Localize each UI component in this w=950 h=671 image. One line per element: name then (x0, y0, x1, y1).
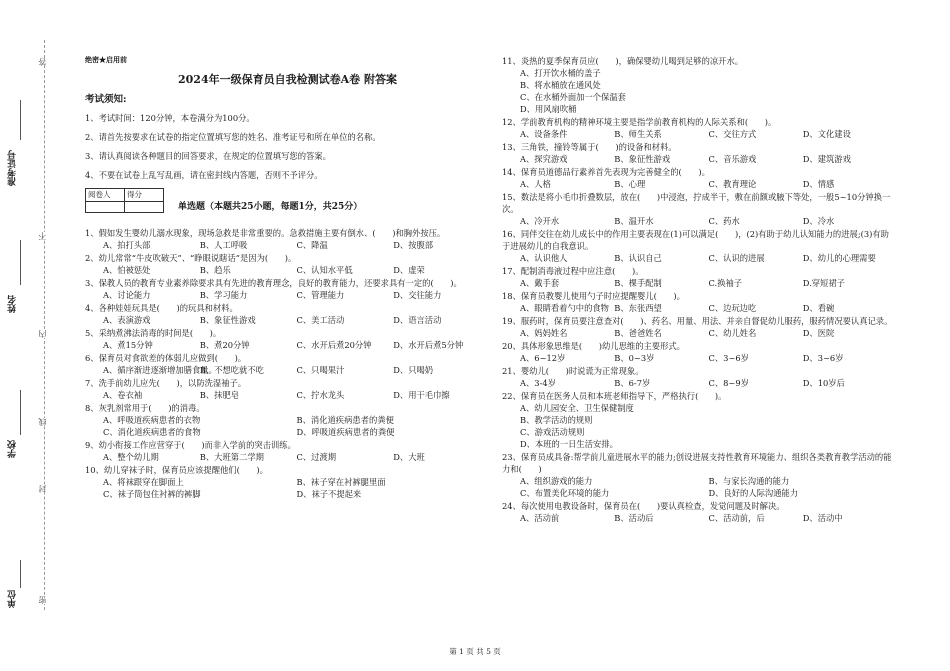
question-text: 10、幼儿穿袜子时，保育员应该提醒他们( )。 (85, 465, 268, 475)
option-row (502, 277, 897, 289)
option-row (85, 314, 490, 326)
seal-char: 内 (38, 330, 47, 338)
score-cell: 得分 (125, 189, 164, 202)
answer-option[interactable]: B、东张西望 (614, 303, 662, 313)
answer-option[interactable]: C、教育理论 (708, 179, 757, 189)
seal-char: 不 (38, 232, 47, 240)
seal-line (44, 40, 45, 610)
notice-list (85, 112, 490, 181)
answer-option[interactable]: B、消化道疾病患者的粪便 (296, 415, 394, 425)
option-row (85, 451, 490, 463)
answer-option[interactable]: D、文化建设 (802, 129, 851, 139)
answer-option[interactable]: B、抹肥皂 (199, 390, 240, 400)
answer-option[interactable]: A、怕被惩处 (103, 265, 151, 275)
option-row (85, 389, 490, 401)
question-text: 9、幼小衔接工作应营穿于( )而非入学前的突击训练。 (85, 440, 296, 450)
question-text: 22、保育员在医务人员和本班老师指导下，严格执行( )。 (502, 391, 727, 401)
score-table (85, 188, 164, 213)
answer-option[interactable]: A、循序渐进逐渐增加膳食量。 (103, 365, 217, 375)
exam-no-blank[interactable] (20, 100, 31, 140)
question-text: 1、假如发生婴幼儿溺水现象，现场急救是非常重要的。急救措施主要有倒水、( )和胸外按压。 (85, 228, 446, 238)
question-text: 20、具体形象思维是( )幼儿思维的主要形式。 (502, 341, 685, 351)
option-row (502, 302, 897, 314)
page-title: 2024年一级保育员自我检测试卷A卷 附答案 (178, 73, 397, 86)
option-row (85, 414, 490, 426)
grader-blank[interactable] (86, 202, 125, 213)
answer-option[interactable]: C、美工活动 (296, 315, 345, 325)
answer-option[interactable]: C、降温 (296, 240, 328, 250)
question-list-right (502, 55, 897, 524)
answer-option[interactable]: B、6-7岁 (614, 378, 651, 388)
answer-option[interactable]: D、10岁后 (802, 378, 845, 388)
question-text: 14、保育员道德品行素养首先表现为完善健全的( )。 (502, 167, 710, 177)
option-row (502, 475, 897, 487)
answer-option[interactable]: A、煮15分钟 (103, 340, 153, 350)
answer-option[interactable]: A、设备条件 (520, 129, 568, 139)
unit-blank[interactable] (20, 560, 31, 588)
exam-no-label: 准考证号 (8, 150, 18, 186)
seal-char: 密 (38, 596, 47, 604)
name-blank[interactable] (20, 240, 31, 285)
option-row (502, 352, 897, 364)
answer-option[interactable]: A、冷开水 (520, 216, 560, 226)
secret-mark: 绝密★启用前 (85, 55, 127, 64)
answer-option[interactable]: B、不想吃就不吃 (199, 365, 264, 375)
answer-option[interactable]: C、音乐游戏 (708, 154, 757, 164)
answer-option[interactable]: D、交往能力 (393, 290, 442, 300)
question-text: 23、保育员成具备:帮学前儿童进展水平的能力;创设进展支持性教育环境能力、组织各类教育教学活动的能力和( ) (502, 452, 892, 474)
answer-option[interactable]: A、幼儿园安全、卫生保健制度 (520, 403, 634, 413)
answer-option[interactable]: C、幼儿姓名 (708, 328, 757, 338)
answer-option[interactable]: A、打开饮水桶的盖子 (520, 68, 601, 78)
answer-option[interactable]: A、6~12岁 (520, 353, 566, 363)
answer-option[interactable]: B、煮20分钟 (199, 340, 250, 350)
answer-option[interactable]: B、趋乐 (199, 265, 231, 275)
answer-option[interactable]: A、人格 (520, 179, 551, 189)
answer-option[interactable]: B、学习能力 (199, 290, 248, 300)
answer-option[interactable]: D、良好的人际沟通能力 (708, 488, 799, 498)
option-row (502, 215, 897, 227)
answer-option[interactable]: C、认知水平低 (296, 265, 353, 275)
question-text: 15、数法是将小毛巾折叠数层，放在( )中浸泡，拧成半干，敷在前额或腋下等处，一般5~10分钟换一次。 (502, 192, 891, 214)
score-blank[interactable] (125, 202, 164, 213)
answer-option[interactable]: D、虚荣 (393, 265, 425, 275)
notice-item: 4、不要在试卷上乱写乱画，请在密封线内答题，否则不予评分。 (85, 170, 323, 180)
seal-char: 答 (38, 58, 47, 66)
answer-option[interactable]: D、本班的一日生活安排。 (520, 439, 618, 449)
answer-option[interactable]: C、3~6岁 (708, 353, 749, 363)
answer-option[interactable]: B、人工呼吸 (199, 240, 248, 250)
answer-option[interactable]: D、水开后煮5分钟 (393, 340, 464, 350)
answer-option[interactable]: A、拍打头部 (103, 240, 151, 250)
answer-option[interactable]: B、师生关系 (614, 129, 662, 139)
option-row (502, 153, 897, 165)
answer-option[interactable]: A、将袜跟穿在脚面上 (103, 477, 184, 487)
answer-option[interactable]: C、药水 (708, 216, 740, 226)
answer-option[interactable]: C、水开后煮20分钟 (296, 340, 372, 350)
answer-option[interactable]: A、表演游戏 (103, 315, 151, 325)
answer-option[interactable]: D、按腹部 (393, 240, 434, 250)
option-row (85, 488, 490, 500)
answer-option[interactable]: B、0~3岁 (614, 353, 655, 363)
answer-option[interactable]: D、幼儿的心理需要 (802, 253, 876, 263)
answer-option[interactable]: A、卷衣袖 (103, 390, 143, 400)
score-area (85, 188, 490, 213)
answer-option[interactable]: B、爸爸姓名 (614, 328, 662, 338)
binding-margin (0, 0, 60, 671)
page-number: 第 1 页 共 5 页 (449, 647, 501, 656)
answer-option[interactable]: C、在水桶外面加一个保温套 (520, 92, 626, 102)
option-row (502, 252, 897, 264)
question-text: 18、保育员教婴儿使用勺子时应提醒婴儿( )。 (502, 291, 685, 301)
option-row (85, 264, 490, 276)
answer-option[interactable]: C、拧水龙头 (296, 390, 345, 400)
answer-option[interactable]: D、用风扇吹桶 (520, 104, 577, 114)
unit-label: 单位 (8, 590, 18, 608)
option-row (85, 364, 490, 376)
seal-char: 线 (38, 418, 47, 426)
question-list-left (85, 227, 490, 500)
option-row (85, 289, 490, 301)
option-row (85, 339, 490, 351)
answer-option[interactable]: B、活动后 (614, 513, 654, 523)
answer-option[interactable]: A、整个幼儿期 (103, 452, 159, 462)
answer-option[interactable]: D、语言活动 (393, 315, 442, 325)
answer-option[interactable]: D、情感 (802, 179, 835, 189)
option-row (502, 512, 897, 524)
option-row (502, 377, 897, 389)
answer-option[interactable]: A、活动前 (520, 513, 560, 523)
answer-option[interactable]: A、3-4岁 (520, 378, 556, 388)
answer-option[interactable]: B、与家长沟通的能力 (708, 476, 790, 486)
notice-item: 3、请认真阅读各种题目的回答要求，在规定的位置填写您的答案。 (85, 151, 331, 161)
answer-option[interactable]: D、活动中 (802, 513, 843, 523)
answer-option[interactable]: B、棵手配制 (614, 278, 662, 288)
answer-option[interactable]: D、袜子不提起来 (296, 489, 362, 499)
notice-item: 2、请首先按要求在试卷的指定位置填写您的姓名、准考证号和所在单位的名称。 (85, 132, 381, 142)
question-text: 13、三角铁，撞铃等属于( )的设备和材料。 (502, 142, 677, 152)
answer-option[interactable]: B、心理 (614, 179, 646, 189)
answer-option[interactable]: D、医院 (802, 328, 835, 338)
answer-option[interactable]: C、游戏活动规则 (520, 427, 585, 437)
grader-cell: 阅卷人 (86, 189, 125, 202)
answer-option[interactable]: C.换袖子 (708, 278, 743, 288)
question-text: 7、洗手前幼儿应先( )，以防洗湿袖子。 (85, 378, 247, 388)
question-text: 11、炎热的夏季保育员应( )，确保婴幼儿喝到足够的凉开水。 (502, 56, 744, 66)
answer-option[interactable]: A、认识他人 (520, 253, 568, 263)
answer-option[interactable]: C、消化道疾病患者的食物 (103, 427, 201, 437)
answer-option[interactable]: A、妈妈姓名 (520, 328, 568, 338)
question-text: 4、各种娃娃玩具是( )的玩具和材料。 (85, 303, 238, 313)
question-text: 5、采纳煮沸法消毒的时间是( )。 (85, 328, 222, 338)
question-text: 21、婴幼儿( )时说谎为正常现象。 (502, 366, 644, 376)
answer-option[interactable]: C、管理能力 (296, 290, 345, 300)
option-row (85, 239, 490, 251)
answer-option[interactable]: D.穿短裙子 (802, 278, 845, 288)
answer-option[interactable]: B、认识自己 (614, 253, 662, 263)
answer-option[interactable]: B、将水桶放在通风处 (520, 80, 601, 90)
answer-option[interactable]: D、呼吸道疾病患者的粪便 (296, 427, 395, 437)
answer-option[interactable]: D、只喝奶 (393, 365, 434, 375)
answer-option[interactable]: C、只喝果汁 (296, 365, 345, 375)
answer-option[interactable]: C、袜子筒包住衬裤的裤脚 (103, 489, 201, 499)
option-row (502, 178, 897, 190)
question-text: 8、灰乳剂常用于( )的消毒。 (85, 403, 205, 413)
answer-option[interactable]: D、建筑游戏 (802, 154, 851, 164)
seal-char: 封 (38, 485, 47, 493)
answer-option[interactable]: D、大班 (393, 452, 425, 462)
question-text: 12、学前教育机构的精神环境主要是指学前教育机构的人际关系和( )。 (502, 117, 777, 127)
answer-option[interactable]: C、活动前，后 (708, 513, 765, 523)
answer-option[interactable]: D、3~6岁 (802, 353, 844, 363)
answer-option[interactable]: C、认识的进展 (708, 253, 765, 263)
answer-option[interactable]: A、讨论能力 (103, 290, 151, 300)
question-text: 3、保教人员的教育专业素养除要求具有先进的教育理念，良好的教育能力，还要求具有一定的( )。 (85, 278, 462, 288)
question-text: 2、幼儿常常“牛皮吹破天”、“睁眼说瞎话”是因为( )。 (85, 253, 297, 263)
school-blank[interactable] (20, 390, 31, 435)
answer-option[interactable]: B、教学活动的规则 (520, 415, 593, 425)
question-text: 19、服药时，保育员要注意查对( )、药名、用量、用法、并亲自督促幼儿服药，服药情况要认真记录。 (502, 316, 893, 326)
notice-item: 1、考试时间：120分钟，本卷满分为100分。 (85, 113, 255, 123)
name-label: 姓名 (8, 295, 18, 313)
answer-option[interactable]: B、象征性游戏 (199, 315, 256, 325)
option-row (85, 426, 490, 438)
answer-option[interactable]: D、冷水 (802, 216, 835, 226)
answer-option[interactable]: B、象征性游戏 (614, 154, 671, 164)
answer-option[interactable]: D、用干毛巾擦 (393, 390, 450, 400)
notice-title: 考试须知: (85, 94, 127, 105)
answer-option[interactable]: C、边玩边吃 (708, 303, 757, 313)
option-row (502, 487, 897, 499)
answer-option[interactable]: D、看碗 (802, 303, 835, 313)
answer-option[interactable]: A、眼睛看着勺中的食物 (520, 303, 609, 313)
answer-option[interactable]: B、大班第二学期 (199, 452, 264, 462)
left-column (85, 54, 490, 500)
option-row (502, 128, 897, 140)
answer-option[interactable]: C、8~9岁 (708, 378, 749, 388)
answer-option[interactable]: B、温开水 (614, 216, 654, 226)
question-text: 24、每次使用电教设备时，保育员在( )要认真检查，发觉问题及时解决。 (502, 501, 785, 511)
answer-option[interactable]: A、戴手套 (520, 278, 560, 288)
option-row (85, 476, 490, 488)
answer-option[interactable]: A、组织游戏的能力 (520, 476, 593, 486)
answer-option[interactable]: C、过渡期 (296, 452, 337, 462)
answer-option[interactable]: A、探究游戏 (520, 154, 568, 164)
question-text: 16、同伴交往在幼儿成长中的作用主要表现在(1)可以满足( )，(2)有助于幼儿认知能力的进展;(3)有助于进展幼儿的自我意识。 (502, 229, 889, 251)
question-text: 6、保育员对食欲差的体弱儿应做到( )。 (85, 353, 247, 363)
answer-option[interactable]: C、交往方式 (708, 129, 757, 139)
answer-option[interactable]: C、布置美化环境的能力 (520, 488, 610, 498)
question-text: 17、配制消毒液过程中应注意( )。 (502, 266, 644, 276)
right-column (502, 54, 897, 524)
answer-option[interactable]: A、呼吸道疾病患者的衣物 (103, 415, 201, 425)
option-row (502, 327, 897, 339)
answer-option[interactable]: B、袜子穿在衬裤腿里面 (296, 477, 386, 487)
section-title: 单选题（本题共25小题，每题1分，共25分） (178, 202, 363, 212)
school-label: 学校 (8, 440, 18, 458)
